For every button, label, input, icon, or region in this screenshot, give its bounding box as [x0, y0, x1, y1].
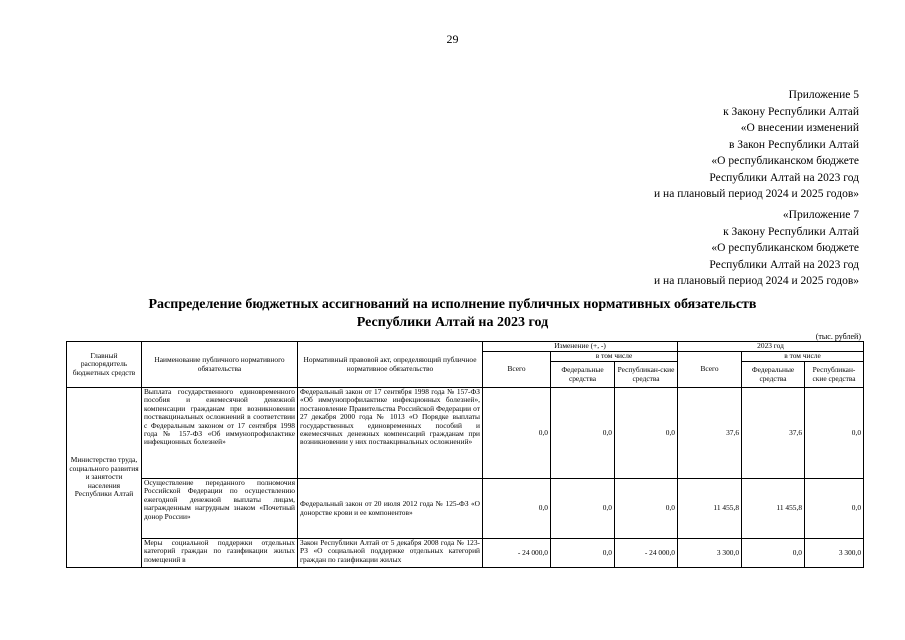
year-republican-cell: 0,0: [805, 479, 864, 539]
change-republican-cell: 0,0: [615, 479, 678, 539]
change-federal-cell: 0,0: [551, 388, 615, 479]
year-republican-cell: 3 300,0: [805, 539, 864, 568]
change-total-cell: 0,0: [483, 388, 551, 479]
title-line-1: Распределение бюджетных ассигнований на исполнение публичных нормативных обязательств: [148, 297, 757, 312]
header-change-total: Всего: [483, 352, 551, 388]
appendix-5-line: и на плановый период 2024 и 2025 годов»: [654, 188, 859, 200]
change-total-cell: 0,0: [483, 479, 551, 539]
appendix-7-line: к Закону Республики Алтай: [723, 225, 859, 238]
appendix-7-line: и на плановый период 2024 и 2025 годов»: [654, 275, 859, 287]
header-act: Нормативный правовой акт, определяющий публичное нормативное обязательство: [298, 342, 483, 388]
header-year-including: в том числе: [742, 352, 864, 362]
legal-act-cell: Федеральный закон от 17 сентября 1998 года № 157-ФЗ «Об иммунопрофилактике инфекционных болезней», постановление Правительства Российской Федерации от 27 декабря 2000 года № 1013 «О Порядке выплаты государственных единовременных пособий и ежемесячных денежных компенсаций гражданам при возникновении у них поствакцинальных осложнений»: [298, 388, 483, 479]
header-change-including: в том числе: [551, 352, 678, 362]
budget-table: [66, 341, 864, 568]
year-total-cell: 37,6: [678, 388, 742, 479]
appendix-5-line: «О республиканском бюджете: [711, 155, 859, 167]
header-org: Главный распорядитель бюджетных средств: [67, 342, 142, 388]
obligation-name-text: Меры социальной поддержки отдельных категорий граждан по газификации жилых помещений в: [144, 539, 295, 564]
obligation-name-cell: Осуществление переданного полномочия Российской Федерации по осуществлению ежегодной денежной выплаты лицам, награжденным нагрудным знаком «Почетный донор России»: [142, 479, 298, 539]
year-federal-cell: 11 455,8: [742, 479, 805, 539]
page-number: 29: [446, 32, 459, 46]
appendix-7-line: «О республиканском бюджете: [711, 242, 859, 254]
units-note: (тыс. рублей): [815, 332, 861, 341]
year-republican-cell: 0,0: [805, 388, 864, 479]
title-line-2: Республики Алтай на 2023 год: [356, 315, 549, 330]
header-change-republican: Республикан-ские средства: [615, 362, 678, 388]
header-name: Наименование публичного нормативного обязательства: [142, 342, 298, 388]
change-republican-cell: 0,0: [615, 388, 678, 479]
appendix-5-line: «О внесении изменений: [740, 122, 859, 134]
year-total-cell: 11 455,8: [678, 479, 742, 539]
legal-act-text: Закон Республики Алтай от 5 декабря 2008 года № 123-РЗ «О социальной поддержке отдельных категорий граждан по газификации жилых: [300, 539, 480, 564]
appendix-7-line: Республики Алтай на 2023 год: [709, 258, 859, 271]
appendix-5-line: к Закону Республики Алтай: [723, 105, 859, 118]
org-cell: Министерство труда, социального развития и занятости населения Республики Алтай: [67, 388, 142, 568]
appendix-5-block: [654, 87, 859, 203]
change-federal-cell: 0,0: [551, 479, 615, 539]
header-year: 2023 год: [678, 342, 864, 352]
header-year-republican: Республикан-ские средства: [805, 362, 864, 388]
year-federal-cell: 37,6: [742, 388, 805, 479]
table-row: [67, 539, 864, 568]
appendix-5-line: Приложение 5: [788, 89, 859, 101]
document-title: [0, 296, 905, 332]
year-total-cell: 3 300,0: [678, 539, 742, 568]
legal-act-cell: Федеральный закон от 20 июля 2012 года № 125-ФЗ «О донорстве крови и ее компонентов»: [298, 479, 483, 539]
change-federal-cell: 0,0: [551, 539, 615, 568]
appendix-5-line: Республики Алтай на 2023 год: [709, 171, 859, 184]
obligation-name-cell: [142, 539, 298, 568]
year-federal-cell: 0,0: [742, 539, 805, 568]
table-row: [67, 479, 864, 539]
appendix-7-line: «Приложение 7: [782, 209, 859, 221]
obligation-name-cell: Выплата государственного единовременного пособия и ежемесячной денежной компенсации гражданам при возникновении поствакцинальных осложнений в соответствии с Федеральным законом от 17 сентября 1998 года № 157-ФЗ «Об иммунопрофилактике инфекционных болезней»: [142, 388, 298, 479]
change-total-cell: - 24 000,0: [483, 539, 551, 568]
change-republican-cell: - 24 000,0: [615, 539, 678, 568]
table-row: [67, 388, 864, 479]
appendix-5-line: в Закон Республики Алтай: [729, 138, 859, 151]
appendix-7-block: [654, 207, 859, 290]
header-year-total: Всего: [678, 352, 742, 388]
header-year-federal: Федеральные средства: [742, 362, 805, 388]
header-change: Изменение (+, -): [483, 342, 678, 352]
header-change-federal: Федеральные средства: [551, 362, 615, 388]
legal-act-cell: [298, 539, 483, 568]
